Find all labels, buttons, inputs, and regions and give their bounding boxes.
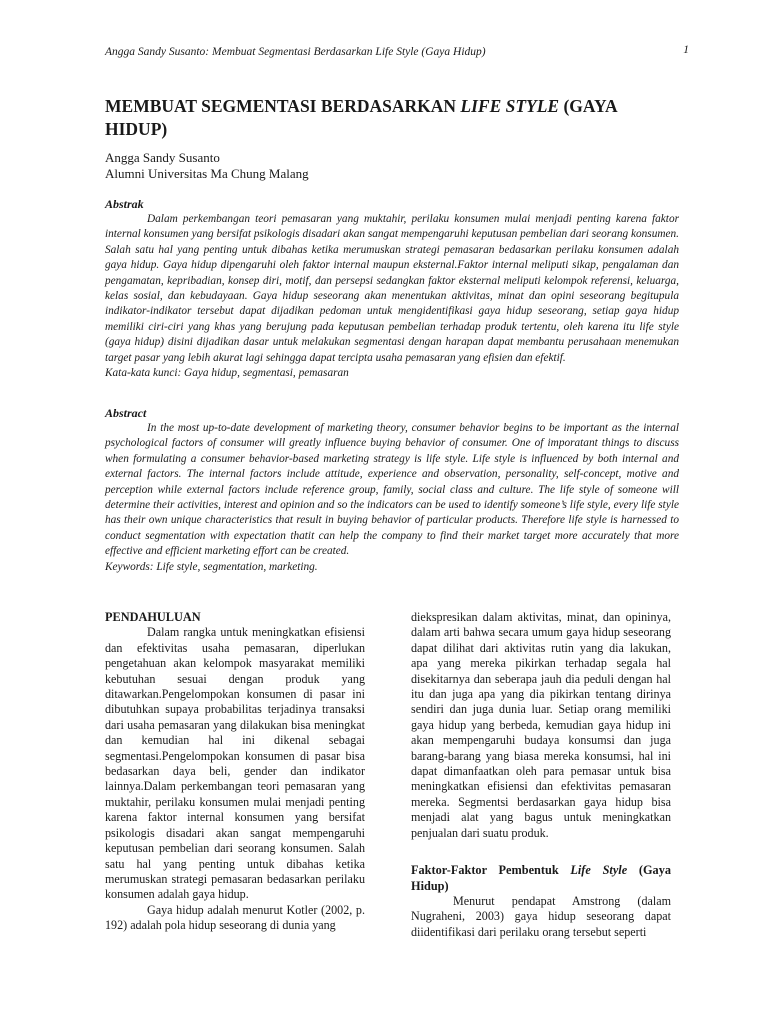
section-heading-pendahuluan: PENDAHULUAN (105, 610, 201, 624)
page-number: 1 (683, 44, 689, 56)
right-column (411, 610, 671, 940)
abstrak-keywords: Kata-kata kunci: Gaya hidup, segmentasi, pemasaran (105, 367, 349, 380)
left-column (105, 610, 365, 934)
faktor-heading-italic: Life Style (570, 863, 628, 878)
pendahuluan-paragraph-1: Dalam rangka untuk meningkatkan efisiensi dan efektivitas usaha pemasaran, diperlukan pengetahuan akan kelompok masyarakat memiliki kebutuhan sesuai dengan produk yang ditawarkan.Pengelompokan konsumen di pasar ini dibutuhkan supaya probabilitas terjadinya transaksi dari usaha pemasaran yang dilakukan bisa meningkat dan kemudian hal ini dikenal sebagai segmentasi.Pengelompokan konsumen di pasar bisa bedasarkan daya beli, gender dan indikator lainnya.Dalam perkembangan teori pemasaran yang muktahir, perilaku konsumen mulai menjadi penting karena faktor internal konsumen yang bersifat psikologis disadari akan sangat mempengaruhi keputusan pembelian dari seorang konsumen. Salah satu hal yang penting untuk dibahas ketika merumuskan strategi pemasaran bedasarkan perilaku konsumen adalah gaya hidup. (105, 625, 365, 902)
title-part-2: (GAYA HIDUP) (105, 96, 617, 139)
abstrak-body (105, 212, 679, 381)
author-name: Angga Sandy Susanto (105, 150, 220, 165)
author-block (105, 150, 665, 182)
abstrak-heading: Abstrak (105, 197, 144, 211)
abstract-body (105, 421, 679, 575)
section-gap (411, 841, 671, 863)
abstract-heading: Abstract (105, 406, 147, 420)
author-affiliation: Alumni Universitas Ma Chung Malang (105, 166, 309, 181)
paper-title (105, 95, 665, 141)
running-header-title: Angga Sandy Susanto: Membuat Segmentasi Berdasarkan Life Style (Gaya Hidup) (105, 46, 486, 58)
section-heading-faktor (411, 863, 671, 894)
abstract-text: In the most up-to-date development of marketing theory, consumer behavior begins to be important as the internal psychological factors of consumer will greatly influence buying behavior of consumer. One of imporatant things to discuss when formulating a consumer behavior-based marketing strategy is life style. Life style is influenced by both internal and external factors. The internal factors include attitude, experience and observation, personality, self-concept, motive and perception while external factors include reference group, family, social class and culture. The life style of someone will determine their activities, interest and opinion and so the indicators can be used to identify someone’s life style, every life style has their own unique characteristics that result in buying behavior of particular products. Therefore life style is harnessed to conduct segmentation with expectation thatit can help the company to find their market target more accurately that more effective and efficient marketing effort can be created. (105, 422, 679, 558)
title-italic: LIFE STYLE (460, 96, 560, 116)
abstrak-text: Dalam perkembangan teori pemasaran yang muktahir, perilaku konsumen mulai menjadi penting karena faktor internal konsumen yang bersifat psikologis disadari akan sangat mempengaruhi keputusan pembelian dari seorang konsumen. Salah satu hal yang penting untuk dibahas ketika merumuskan strategi pemasaran bedasarkan perilaku konsumen adalah gaya hidup. Gaya hidup dipengaruhi oleh faktor internal maupun eksternal.Faktor internal meliputi sikap, pengalaman dan pengamatan, kepribadian, konsep diri, motif, dan persepsi sedangkan faktor eksternal meliputi kelompok referensi, keluarga, kelas sosial, dan kebudayaan. Gaya hidup seseorang akan menentukan aktivitas, minat dan opini seseorang begitupula indikator-indikator tersebut dapat dijadikan pedoman untuk mengidentifikasi gaya hidup seseorang, setiap gaya hidup memiliki ciri-ciri yang khas yang berujung pada keputusan pembelian terhadap produk tertentu, oleh karena itu life style (gaya hidup) disini dijadikan dasar untuk melakukan segmentasi dengan harapan dapat membantu perusahaan menemukan target pasar yang lebih akurat lagi sehingga dapat tercipta usaha pemasaran yang efisien dan efektif. (105, 213, 679, 364)
faktor-heading-part-1: Faktor-Faktor Pembentuk (411, 863, 571, 878)
title-part-1: MEMBUAT SEGMENTASI BERDASARKAN (105, 96, 461, 116)
pendahuluan-paragraph-2: Gaya hidup adalah menurut Kotler (2002, p. 192) adalah pola hidup seseorang di dunia yang (105, 902, 365, 933)
faktor-heading-part-2: (Gaya Hidup) (411, 863, 671, 893)
abstract-keywords: Keywords: Life style, segmentation, marketing. (105, 560, 318, 573)
right-paragraph-1: diekspresikan dalam aktivitas, minat, dan opininya, dalam arti bahwa secara umum gaya hidup seseorang dapat dilihat dari aktivitas rutin yang dia lakukan, apa yang mereka pikirkan terhadap segala hal disekitarnya dan seberapa jauh dia peduli dengan hal itu dan juga apa yang dia pikirkan tentang dirinya sendiri dan juga dunia luar. Setiap orang memiliki gaya hidup yang berbeda, kemudian gaya hidup ini akan mempengaruhi budaya konsumsi dan juga barang-barang yang biasa mereka konsumsi, hal ini dapat dimanfaatkan oleh para pemasar untuk bisa meningkatkan efisiensi dan efektivitas pemasaran mereka. Segmentsi berdasarkan gaya hidup bisa menjadi alat yang bagus untuk meningkatkan penjualan dari suatu produk. (411, 610, 671, 840)
right-paragraph-2: Menurut pendapat Amstrong (dalam Nugraheni, 2003) gaya hidup seseorang dapat diidentifikasi dari perilaku orang tersebut seperti (411, 893, 671, 939)
